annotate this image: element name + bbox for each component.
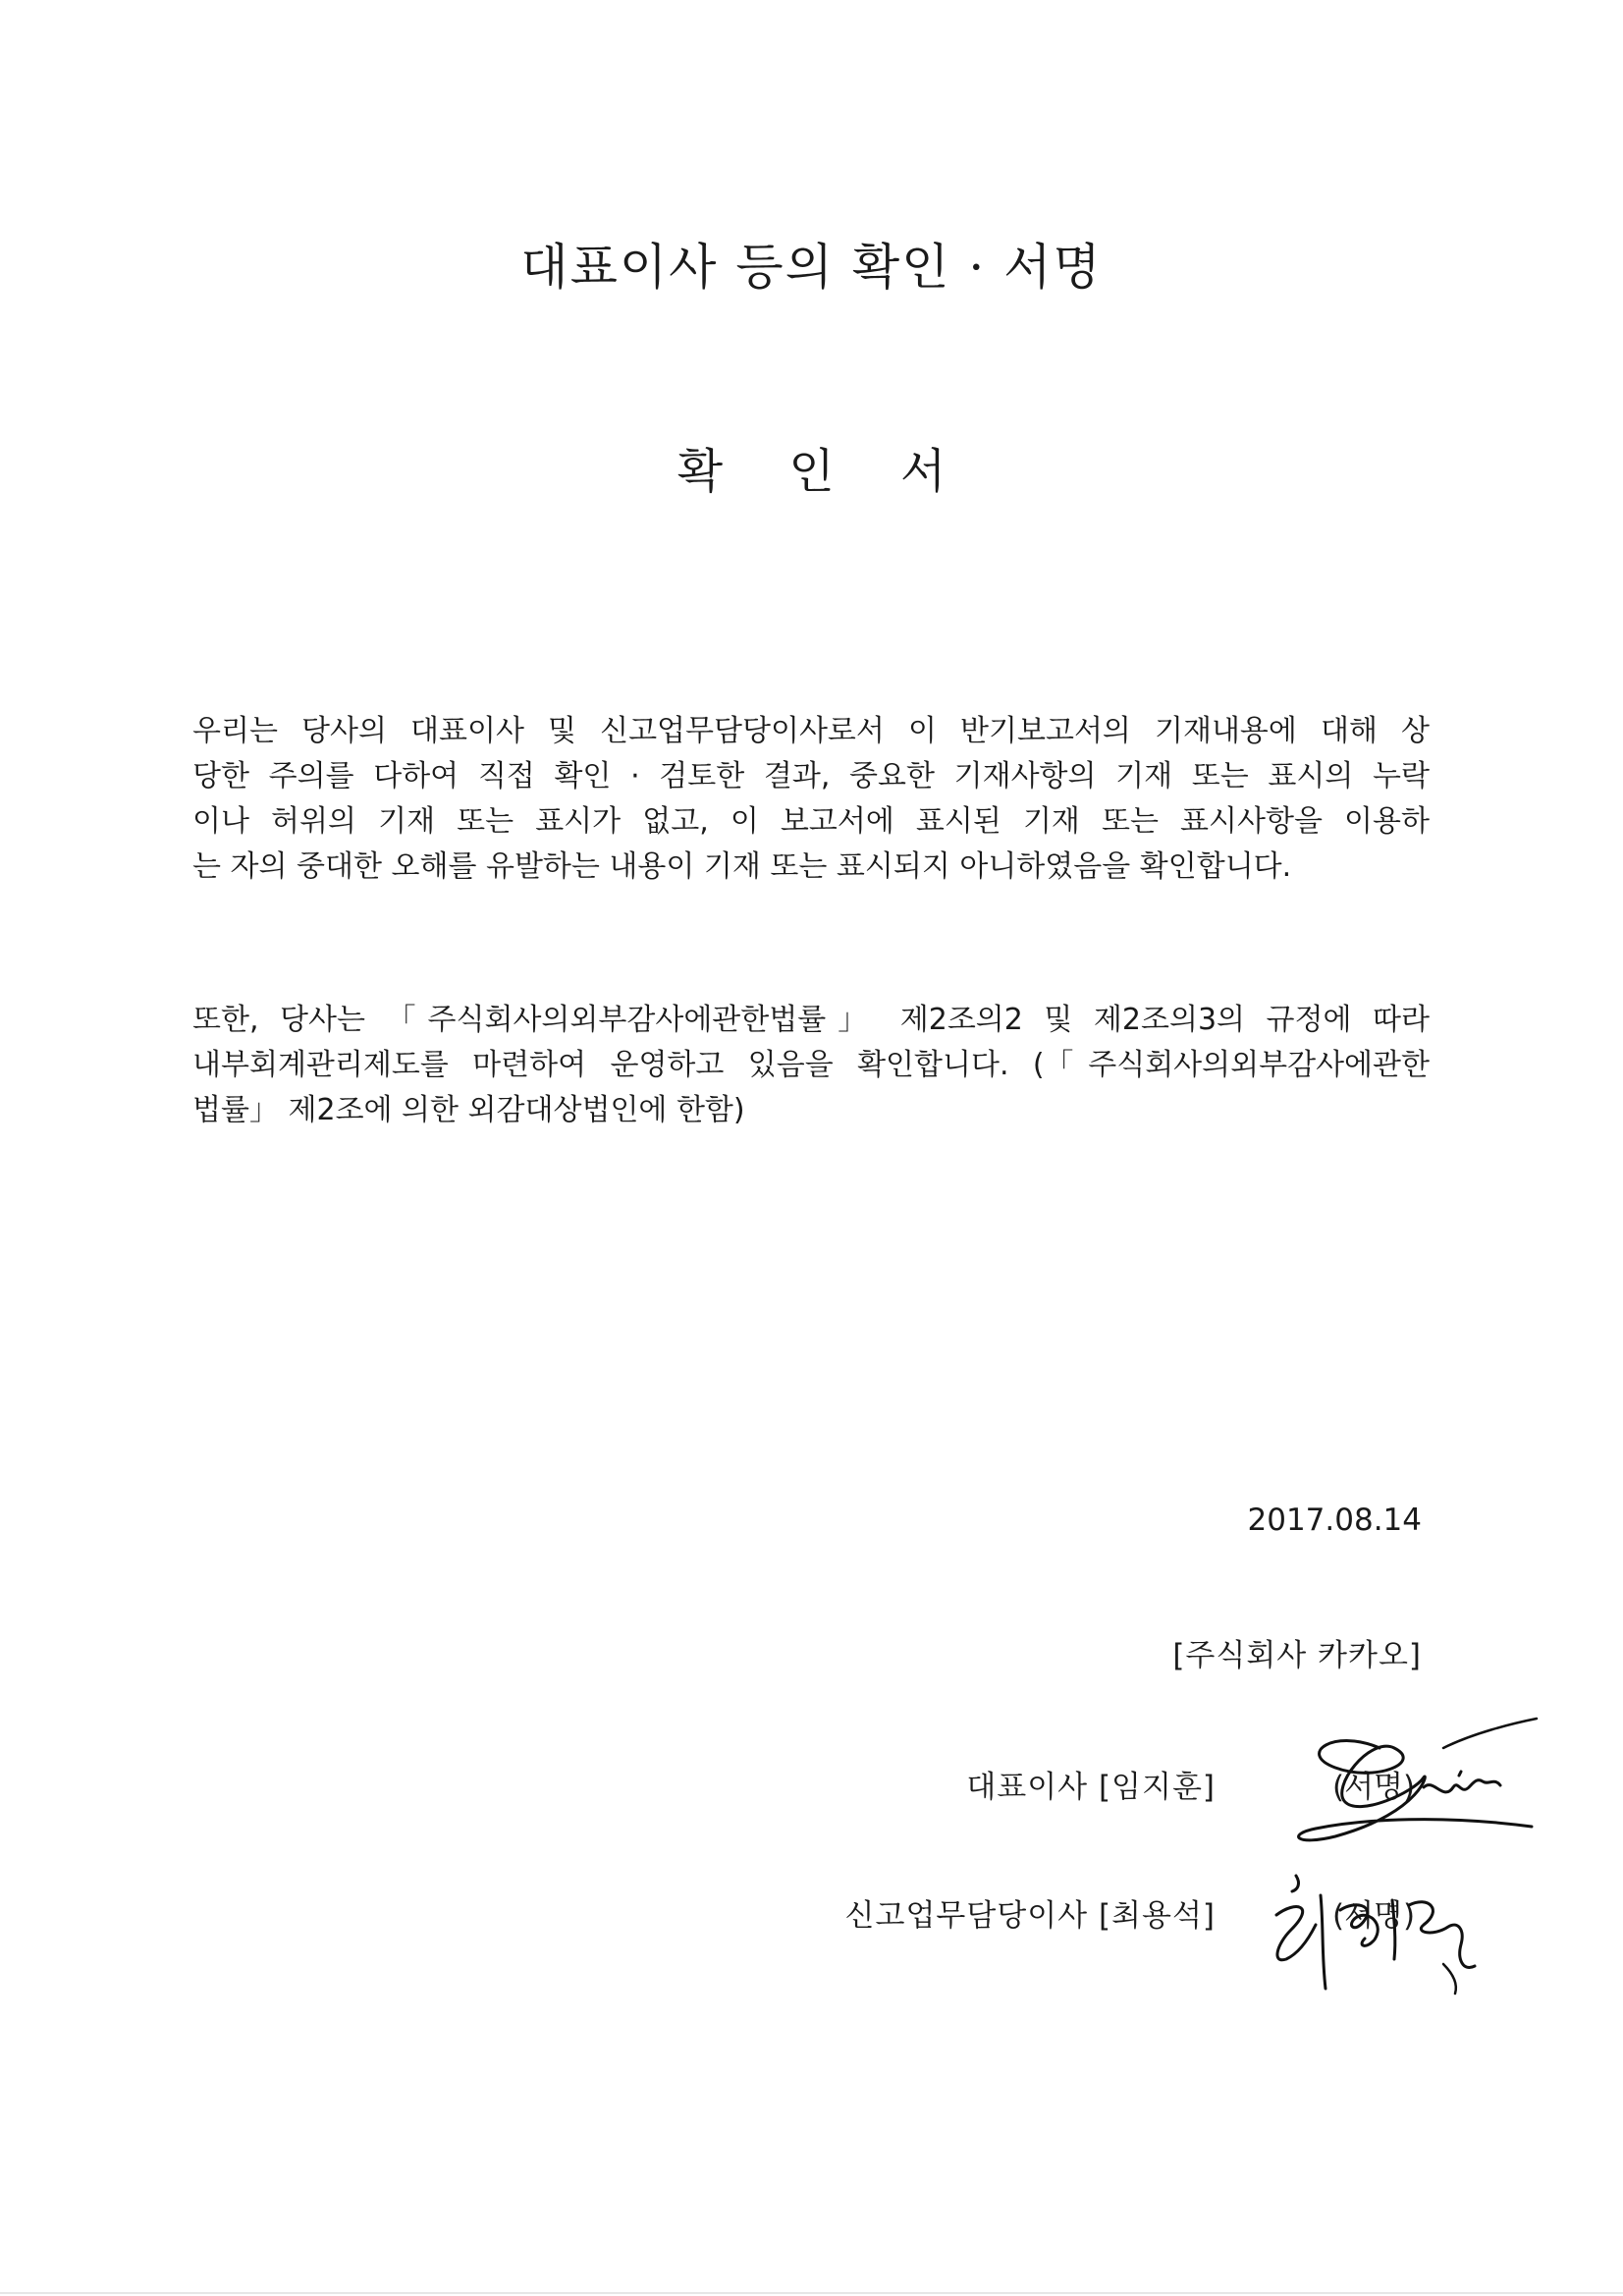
page-title: 대표이사 등의 확인 · 서명 — [520, 239, 1103, 296]
paragraph-line: 당한 주의를 다하여 직접 확인 · 검토한 결과, 중요한 기재사항의 기재 또는 표시의 누락 — [192, 759, 1430, 793]
page-bottom-edge — [0, 2292, 1623, 2294]
paragraph-line: 는 자의 중대한 오해를 유발하는 내용이 기재 또는 표시되지 아니하였음을 확인합니다. — [192, 849, 1292, 884]
document-title: 확 인 서 — [676, 444, 972, 499]
disclosure-officer-name: 신고업무담당이사 [최용석] — [844, 1898, 1216, 1934]
confirmation-paragraph — [192, 709, 1430, 890]
disclosure-officer-sign-label: (서명) — [1332, 1898, 1416, 1934]
ceo-sign-label: (서명) — [1332, 1770, 1416, 1805]
paragraph-line: 내부회계관리제도를 마련하여 운영하고 있음을 확인합니다. (「주식회사의외부감사에관한 — [192, 1048, 1430, 1082]
paragraph-line: 우리는 당사의 대표이사 및 신고업무담당이사로서 이 반기보고서의 기재내용에 대해 상 — [192, 714, 1430, 748]
document-date: 2017.08.14 — [1247, 1503, 1422, 1538]
paragraph-line: 또한, 당사는 「주식회사의외부감사에관한법률」 제2조의2 및 제2조의3의 규정에 따라 — [192, 1003, 1430, 1037]
paragraph-line: 이나 허위의 기재 또는 표시가 없고, 이 보고서에 표시된 기재 또는 표시사항을 이용하 — [192, 804, 1430, 839]
ceo-name: 대표이사 [임지훈] — [966, 1770, 1216, 1805]
paragraph-line: 법률」 제2조에 의한 외감대상법인에 한함) — [192, 1093, 745, 1127]
internal-control-paragraph — [192, 998, 1430, 1133]
company-name: [주식회사 카카오] — [1172, 1638, 1422, 1673]
